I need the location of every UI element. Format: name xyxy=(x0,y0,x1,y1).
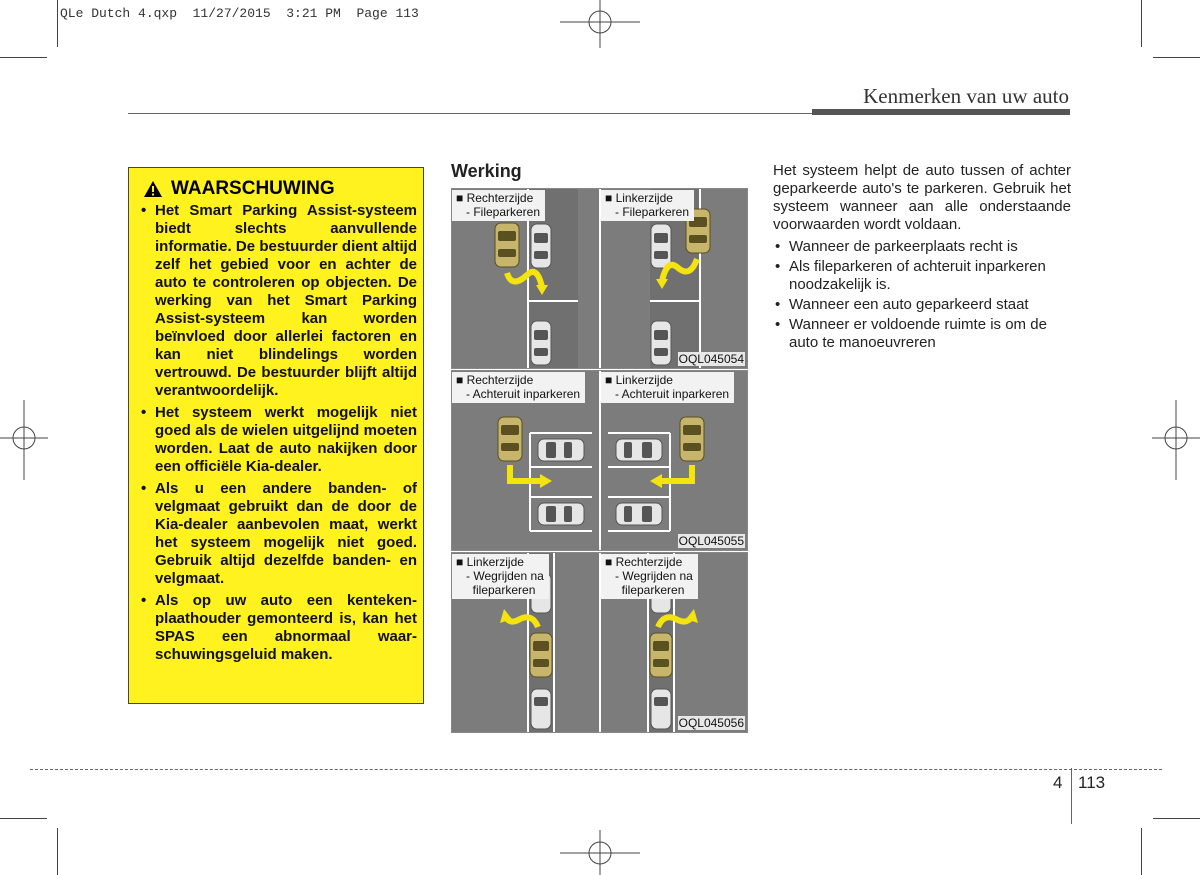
warning-title xyxy=(143,178,335,200)
ego-car xyxy=(680,417,704,461)
figure-label-left: ■ Linkerzijde - Wegrijden na fileparkeren xyxy=(452,554,549,599)
figure-code: OQL045054 xyxy=(678,352,744,366)
figure-reverse-parking xyxy=(451,370,748,551)
ego-car xyxy=(530,633,552,677)
parked-car xyxy=(538,439,584,461)
parked-car xyxy=(616,439,662,461)
crop-mark xyxy=(1153,57,1200,58)
crop-mark xyxy=(0,57,47,58)
parked-car xyxy=(616,503,662,525)
crop-mark xyxy=(0,818,47,819)
condition-item: • Wanneer er voldoende ruimte is om de auto te manoeuvreren xyxy=(773,316,1071,352)
ego-car xyxy=(498,417,522,461)
description-intro: Het systeem helpt de auto tussen of achter geparkeerde auto's te parkeren. Gebruik het systeem wanneer aan alle onderstaande voorwaarden wordt voldaan. xyxy=(773,162,1071,233)
condition-item: • Als fileparkeren of achteruit inparkeren noodzakelijk is. xyxy=(773,258,1071,294)
registration-mark-right xyxy=(1152,400,1200,480)
header-rule xyxy=(128,113,812,114)
warning-item: • Als u een andere banden- of velgmaat gebruikt dan de door de Kia-dealer aanbevolen maat, werkt het systeem mogelijk niet goed. Gebruik altijd dezelfde banden- en velgmaat. xyxy=(139,480,417,588)
crop-mark xyxy=(1141,828,1142,875)
registration-mark-top xyxy=(560,0,640,48)
conditions-list xyxy=(773,238,1071,352)
page-number: 113 xyxy=(1078,773,1106,792)
warning-item: • Het Smart Parking Assist-systeem biedt slechts aanvullende informatie. De bestuurder dient altijd zelf het gebied voor en achter de auto te controleren op objecten. De werking van het Smart Parking Assist-systeem kan worden beïnvloed door allerlei factoren en kan niet blindelings worden vertrouwd. De bestuurder blijft altijd verantwoordelijk. xyxy=(139,202,417,400)
parked-car xyxy=(531,224,551,268)
ego-car xyxy=(650,633,672,677)
figure-code: OQL045055 xyxy=(678,534,744,548)
figure-label-right: ■ Linkerzijde - Achteruit inparkeren xyxy=(601,372,734,403)
figure-label-left: ■ Rechterzijde - Achteruit inparkeren xyxy=(452,372,585,403)
parked-car xyxy=(651,321,671,365)
registration-mark-left xyxy=(0,400,48,480)
footer-rule xyxy=(30,769,1162,770)
warning-list xyxy=(139,202,417,668)
warning-box xyxy=(128,167,424,704)
warning-title-text: WAARSCHUWING xyxy=(171,178,335,199)
crop-mark xyxy=(57,0,58,47)
crop-mark xyxy=(1153,818,1200,819)
warning-triangle-icon xyxy=(143,180,163,198)
description-column xyxy=(773,162,1071,354)
crop-mark xyxy=(57,828,58,875)
parked-car xyxy=(538,503,584,525)
figure-label-right: ■ Linkerzijde - Fileparkeren xyxy=(601,190,694,221)
printer-slug: QLe Dutch 4.qxp 11/27/2015 3:21 PM Page 113 xyxy=(60,6,419,21)
warning-item: • Als op uw auto een kenteken-plaathouder gemonteerd is, kan het SPAS een abnormaal waar-schuwingsgeluid maken. xyxy=(139,592,417,664)
figure-label-right: ■ Rechterzijde - Wegrijden na fileparkeren xyxy=(601,554,698,599)
figure-exit-parallel xyxy=(451,552,748,733)
condition-item: • Wanneer de parkeerplaats recht is xyxy=(773,238,1071,256)
warning-item: • Het systeem werkt mogelijk niet goed als de wielen uitgelijnd moeten worden. Laat de auto nakijken door een officiële Kia-dealer. xyxy=(139,404,417,476)
parked-car xyxy=(531,321,551,365)
figure-parallel-parking xyxy=(451,188,748,369)
parked-car xyxy=(651,689,671,729)
page-number-divider xyxy=(1071,768,1072,824)
condition-item: • Wanneer een auto geparkeerd staat xyxy=(773,296,1071,314)
header-rule-accent xyxy=(812,109,1070,115)
chapter-number: 4 xyxy=(1053,773,1063,792)
ego-car xyxy=(495,223,519,267)
parked-car xyxy=(651,224,671,268)
werking-heading: Werking xyxy=(451,161,522,181)
crop-mark xyxy=(1141,0,1142,47)
registration-mark-bottom xyxy=(560,830,640,875)
figure-code: OQL045056 xyxy=(678,716,744,730)
parked-car xyxy=(531,689,551,729)
figure-label-left: ■ Rechterzijde - Fileparkeren xyxy=(452,190,545,221)
section-title: Kenmerken van uw auto xyxy=(863,84,1069,108)
